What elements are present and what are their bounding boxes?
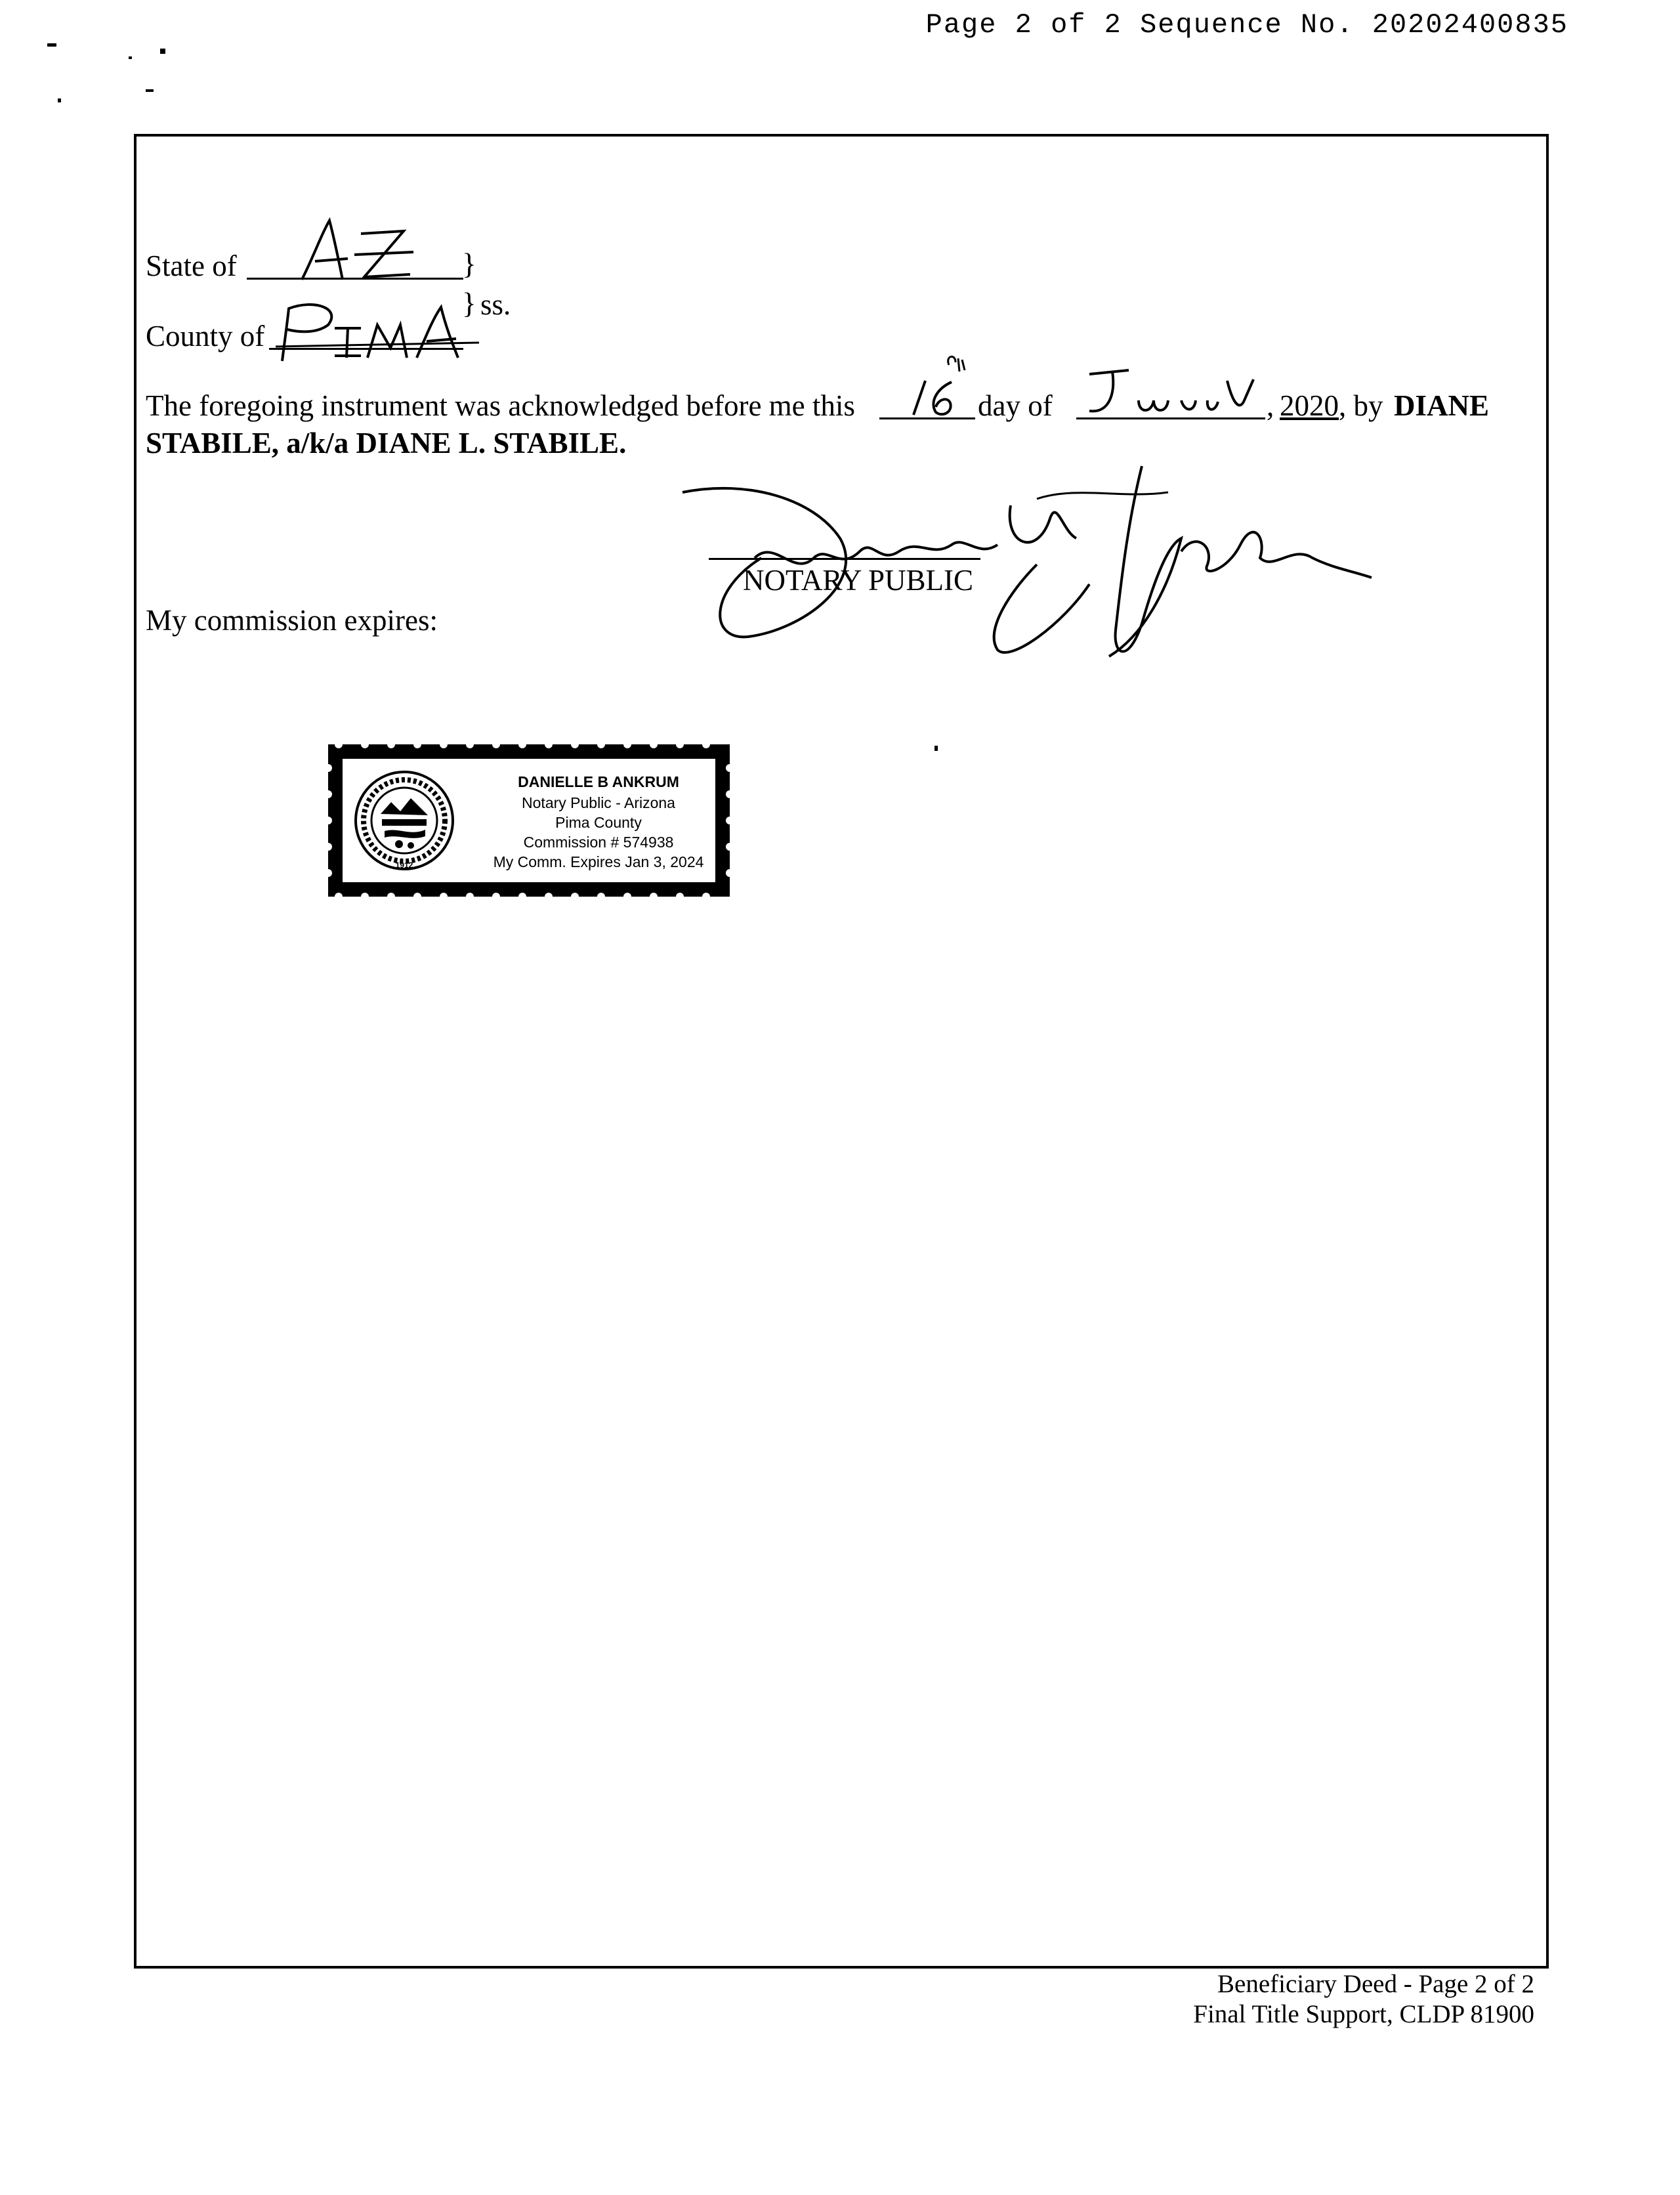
county-label: County of	[146, 320, 265, 352]
arizona-seal	[352, 768, 457, 873]
sequence-header: Page 2 of 2 Sequence No. 20202400835	[925, 9, 1568, 41]
county-handwriting	[269, 295, 486, 368]
notary-public-label: NOTARY PUBLIC	[743, 564, 974, 597]
state-handwriting	[256, 214, 453, 286]
ack-text-by: , by	[1339, 389, 1383, 422]
ss-label: ss.	[480, 288, 511, 321]
state-label: State of	[146, 249, 237, 282]
ack-text-day-of: day of	[978, 389, 1053, 422]
stray-mark	[934, 746, 938, 751]
ack-comma: ,	[1267, 389, 1274, 422]
stamp-body	[339, 755, 719, 886]
seal-year: 1912	[395, 861, 413, 870]
footer-document-page: Beneficiary Deed - Page 2 of 2	[1217, 1970, 1534, 1998]
commission-expires-label: My commission expires:	[146, 604, 438, 637]
brace-state: }	[462, 247, 476, 280]
party-name-part-1: DIANE	[1394, 389, 1490, 422]
party-name-part-2: STABILE, a/k/a DIANE L. STABILE.	[146, 427, 627, 459]
stamp-notary-title: Notary Public - Arizona	[522, 794, 675, 811]
footer-title-support: Final Title Support, CLDP 81900	[1193, 2000, 1534, 2028]
day-handwriting	[899, 352, 978, 420]
month-handwriting	[1076, 361, 1273, 420]
stamp-county: Pima County	[555, 814, 642, 831]
stamp-notary-name: DANIELLE B ANKRUM	[518, 773, 679, 790]
notary-stamp	[326, 742, 732, 899]
ack-year: 2020	[1280, 389, 1339, 422]
ack-text-start: The foregoing instrument was acknowledged before me this	[146, 389, 855, 422]
stamp-commission-number: Commission # 574938	[523, 834, 674, 851]
brace-middle: }	[462, 287, 476, 320]
stamp-expiration: My Comm. Expires Jan 3, 2024	[493, 853, 704, 870]
notary-signature	[669, 459, 1385, 676]
